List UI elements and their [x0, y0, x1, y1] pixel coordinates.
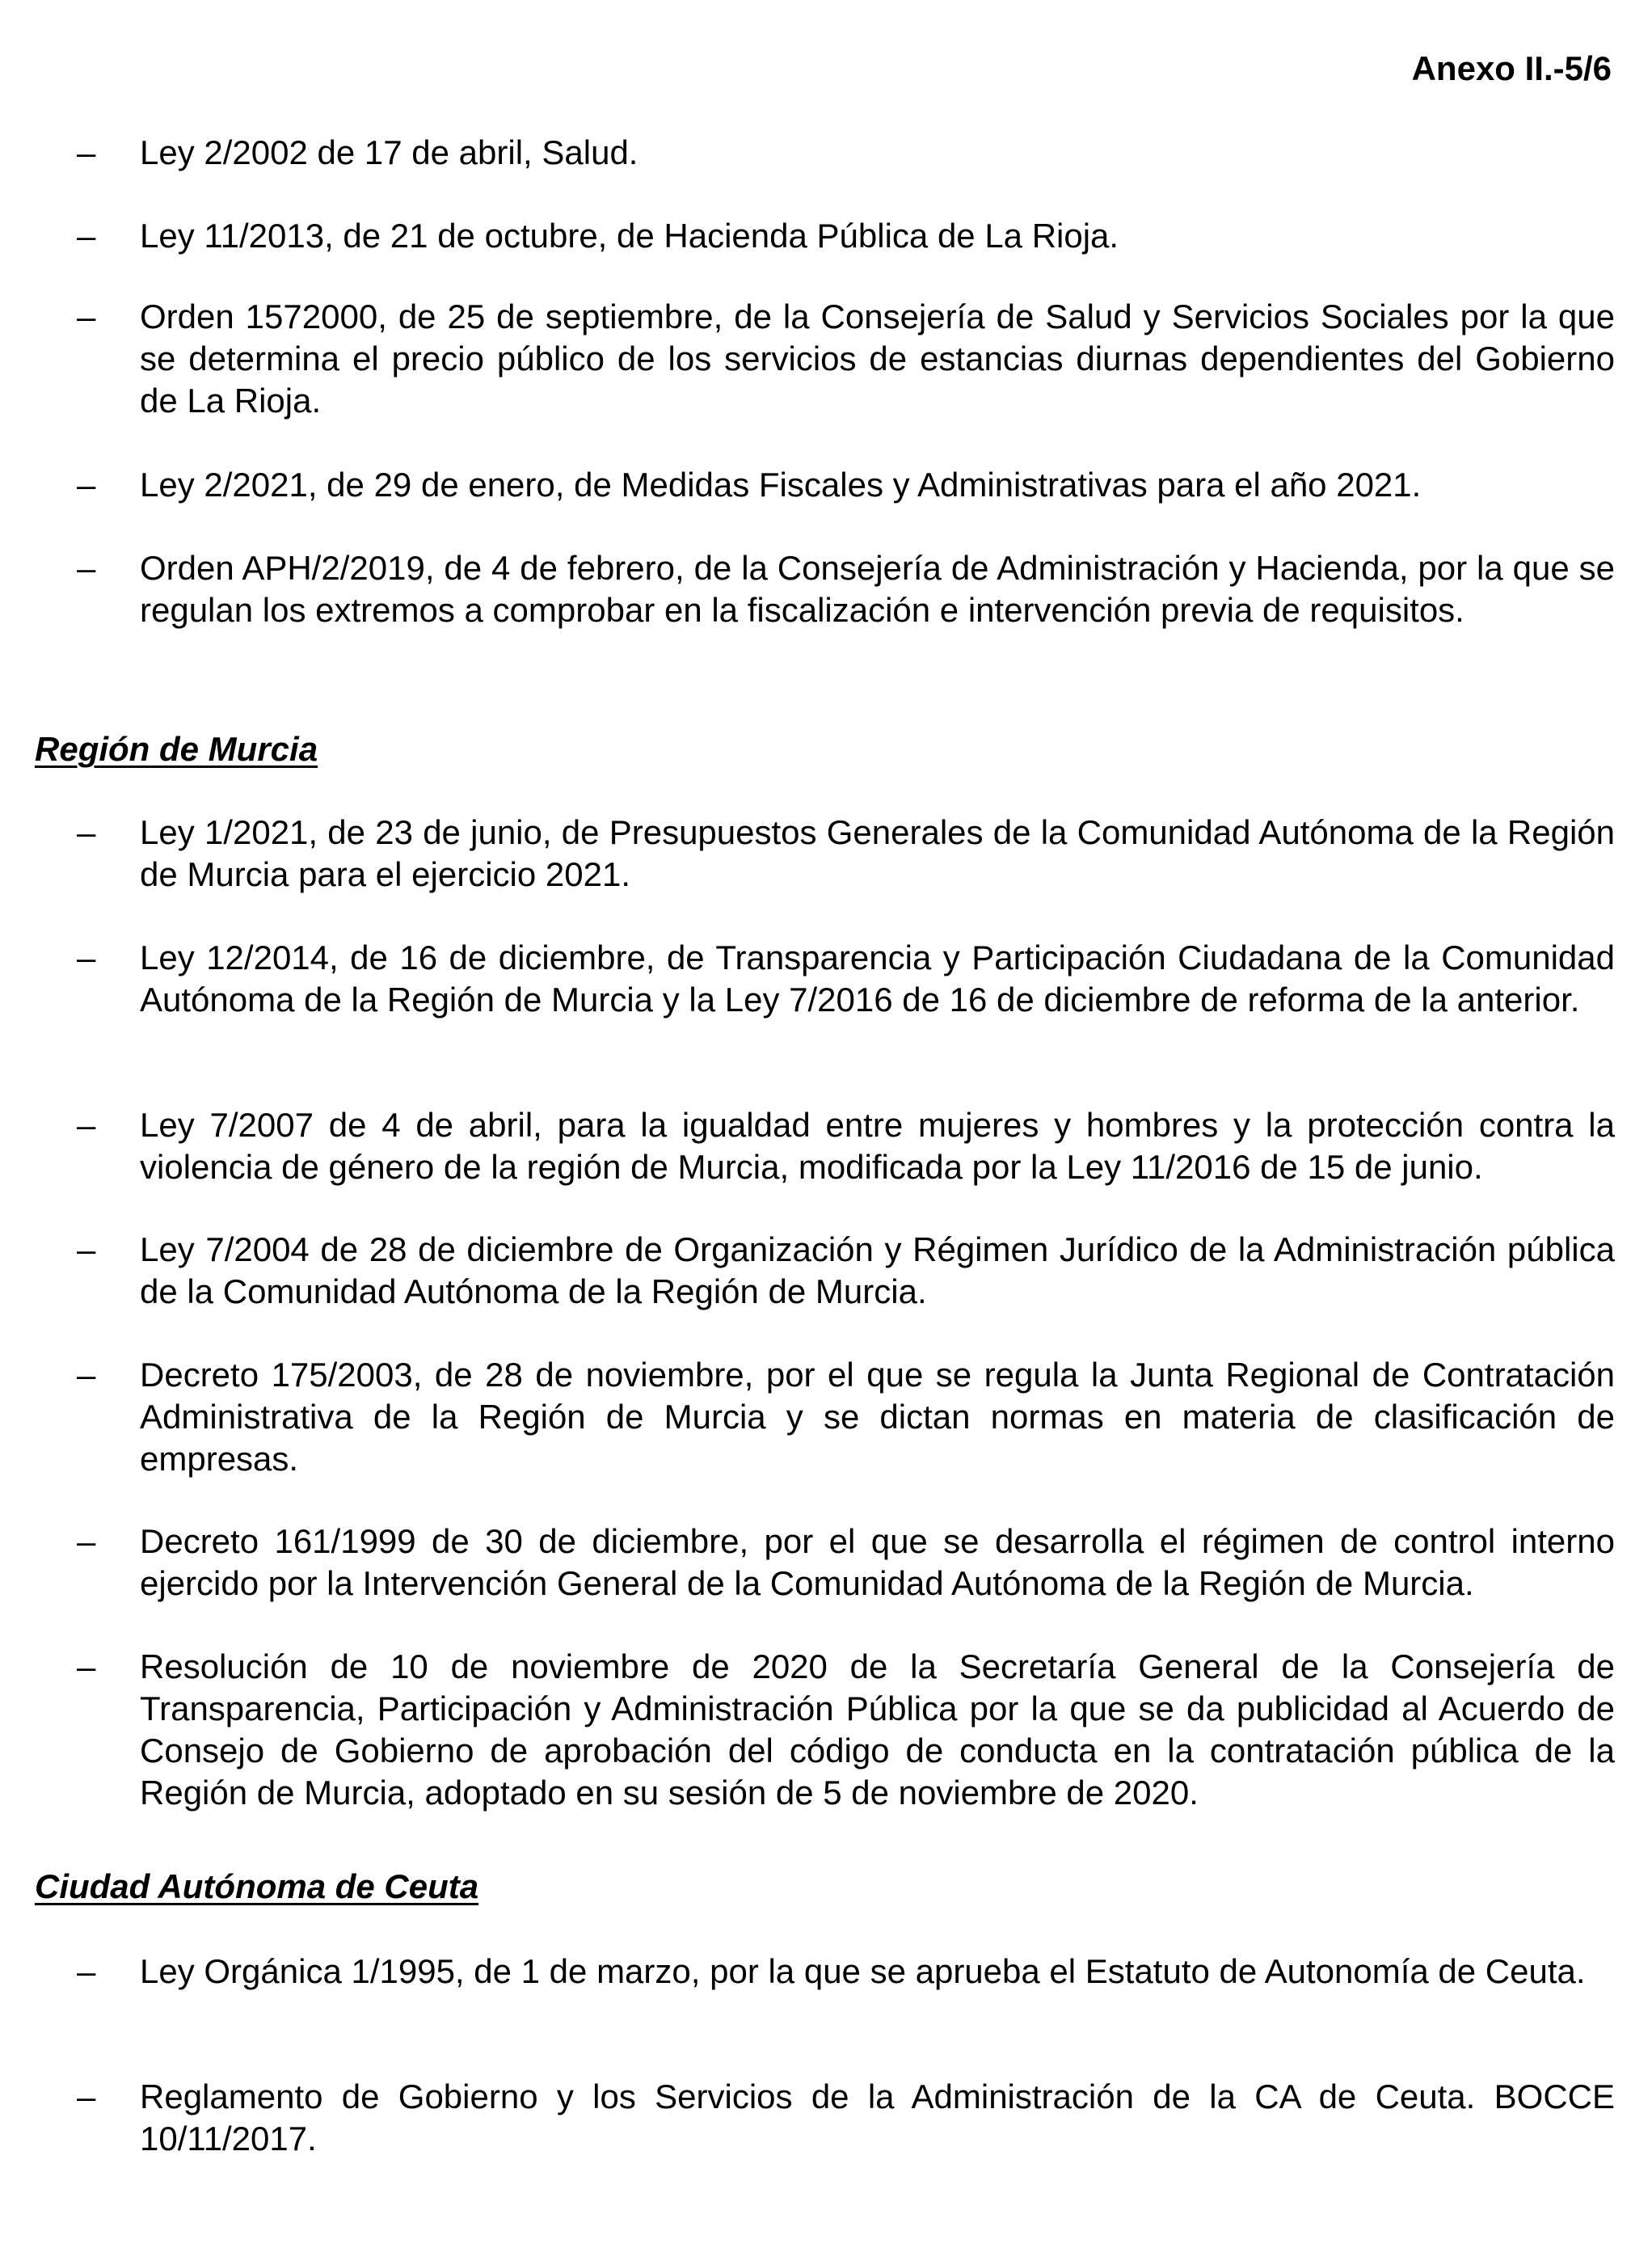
- dash-bullet: –: [77, 133, 96, 171]
- list-item-text: Ley 12/2014, de 16 de diciembre, de Transparencia y Participación Ciudadana de la Comunidad Autónoma de la Región de Murcia y la Ley 7/2016 de 16 de diciembre de reforma de la anterior.: [140, 939, 1615, 1019]
- list-item-text: Ley 1/2021, de 23 de junio, de Presupuestos Generales de la Comunidad Autónoma de la Región de Murcia para el ejercicio 2021.: [140, 813, 1615, 893]
- section-heading-murcia: Región de Murcia: [35, 730, 318, 768]
- dash-bullet: –: [77, 1106, 96, 1144]
- list-item-text: Ley 2/2002 de 17 de abril, Salud.: [140, 133, 638, 171]
- list-item-text: Ley Orgánica 1/1995, de 1 de marzo, por la que se aprueba el Estatuto de Autonomía de Ceuta.: [140, 1952, 1586, 1990]
- dash-bullet: –: [77, 297, 96, 335]
- dash-bullet: –: [77, 549, 96, 587]
- annex-label: Anexo II.-5/6: [1411, 49, 1612, 87]
- list-item-text: Resolución de 10 de noviembre de 2020 de la Secretaría General de la Consejería de Transparencia, Participación y Administración Pública por la que se da publicidad al Acuerdo de Consejo de Gobierno de aprobación del código de conducta en la contratación pública de la Región de Murcia, adoptado en su sesión de 5 de noviembre de 2020.: [140, 1647, 1615, 1812]
- dash-bullet: –: [77, 2077, 96, 2115]
- dash-bullet: –: [77, 1230, 96, 1268]
- dash-bullet: –: [77, 939, 96, 976]
- section-heading-ceuta: Ciudad Autónoma de Ceuta: [35, 1867, 479, 1905]
- list-item-text: Orden 1572000, de 25 de septiembre, de la Consejería de Salud y Servicios Sociales por la que se determina el precio público de los servicios de estancias diurnas dependientes del Gobierno de La Rioja.: [140, 297, 1615, 420]
- list-item-text: Decreto 161/1999 de 30 de diciembre, por el que se desarrolla el régimen de control interno ejercido por la Intervención General de la Comunidad Autónoma de la Región de Murcia.: [140, 1522, 1615, 1602]
- dash-bullet: –: [77, 1647, 96, 1685]
- dash-bullet: –: [77, 466, 96, 504]
- list-item-text: Ley 11/2013, de 21 de octubre, de Hacienda Pública de La Rioja.: [140, 217, 1119, 255]
- dash-bullet: –: [77, 1952, 96, 1990]
- dash-bullet: –: [77, 813, 96, 851]
- list-item-text: Reglamento de Gobierno y los Servicios de la Administración de la CA de Ceuta. BOCCE 10/11/2017.: [140, 2077, 1615, 2158]
- list-item-text: Decreto 175/2003, de 28 de noviembre, por el que se regula la Junta Regional de Contratación Administrativa de la Región de Murcia y se dictan normas en materia de clasificación de empresas.: [140, 1356, 1615, 1478]
- list-item-text: Ley 7/2007 de 4 de abril, para la igualdad entre mujeres y hombres y la protección contra la violencia de género de la región de Murcia, modificada por la Ley 11/2016 de 15 de junio.: [140, 1106, 1615, 1186]
- dash-bullet: –: [77, 1522, 96, 1560]
- dash-bullet: –: [77, 217, 96, 255]
- list-item-text: Ley 7/2004 de 28 de diciembre de Organización y Régimen Jurídico de la Administración pública de la Comunidad Autónoma de la Región de Murcia.: [140, 1230, 1615, 1310]
- dash-bullet: –: [77, 1356, 96, 1394]
- list-item-text: Ley 2/2021, de 29 de enero, de Medidas Fiscales y Administrativas para el año 2021.: [140, 466, 1422, 504]
- list-item-text: Orden APH/2/2019, de 4 de febrero, de la Consejería de Administración y Hacienda, por la que se regulan los extremos a comprobar en la fiscalización e intervención previa de requisitos.: [140, 549, 1615, 629]
